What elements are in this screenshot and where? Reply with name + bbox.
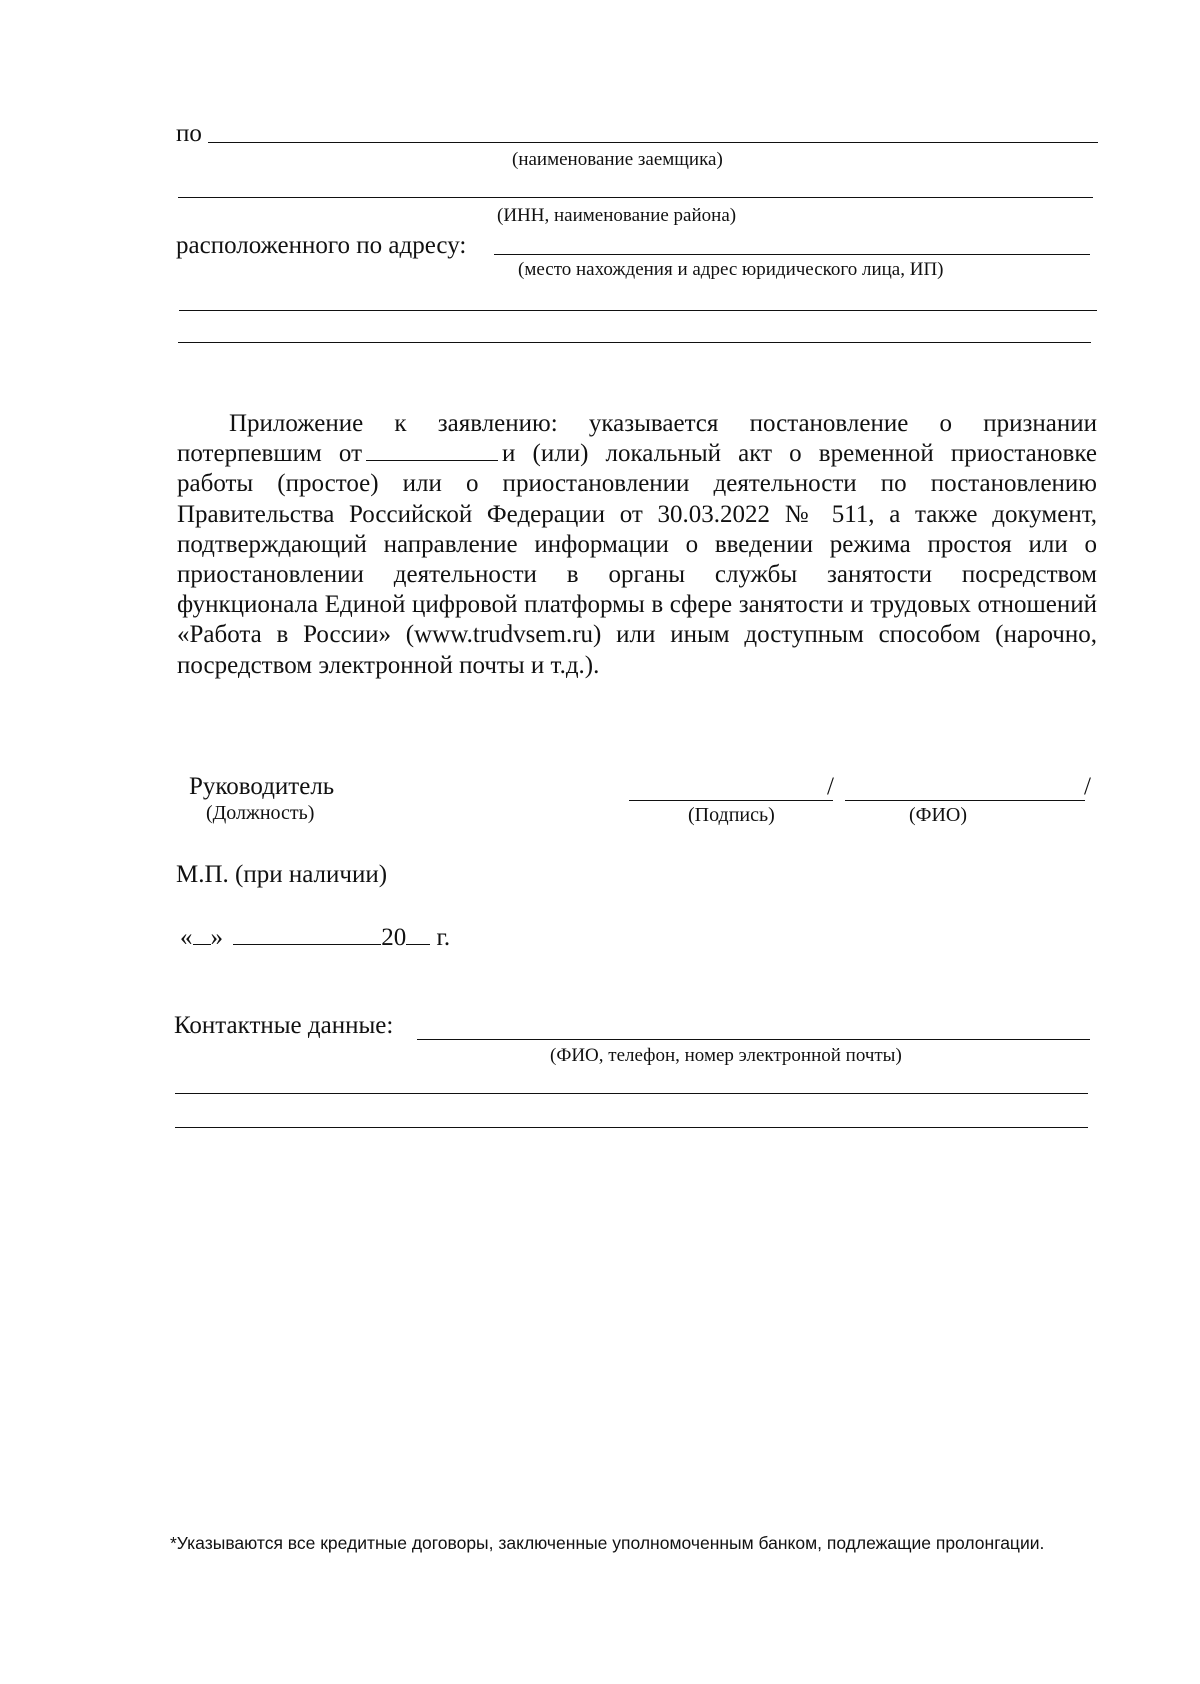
contacts-extra-line-2 xyxy=(175,1127,1088,1128)
contacts-extra-line-1 xyxy=(175,1093,1088,1094)
year-prefix: 20 xyxy=(381,924,407,951)
date-open-quote: « xyxy=(180,924,193,951)
year-suffix: г. xyxy=(436,924,451,951)
attachment-paragraph xyxy=(177,409,1097,681)
position-value: Руководитель xyxy=(189,773,335,800)
address-caption: (место нахождения и адрес юридического лица, ИП) xyxy=(518,259,944,280)
signature-slash-2: / xyxy=(1084,773,1091,800)
year-blank xyxy=(406,922,430,945)
attachment-text-part2: и (или) локальный акт о временной приостановке работы (простое) или о приостановлении деятельности по постановлению Правительства Российской Федерации от 30.03.2022 № 511, а также документ, подтверждающий направление информации о введении режима простоя или о приостановлении деятельности в органы службы занятости посредством функционала Единой цифровой платформы в сфере занятости и трудовых отношений «Работа в России» (www.trudvsem.ru) или иным доступным способом (нарочно, посредством электронной почты и т.д.). xyxy=(177,440,1097,679)
footnote: *Указываются все кредитные договоры, заключенные уполномоченным банком, подлежащие пролонгации. xyxy=(170,1533,1045,1553)
address-extra-line-2 xyxy=(178,342,1091,343)
borrower-name-line xyxy=(208,142,1098,143)
address-extra-line-1 xyxy=(179,310,1097,311)
full-name-caption: (ФИО) xyxy=(909,804,968,826)
contacts-label: Контактные данные: xyxy=(174,1012,394,1039)
month-blank xyxy=(233,922,381,945)
borrower-prefix: по xyxy=(176,120,202,147)
position-caption: (Должность) xyxy=(206,802,315,824)
date-line xyxy=(180,922,450,950)
date-close-quote: » xyxy=(210,924,223,951)
signature-caption: (Подпись) xyxy=(688,804,775,826)
borrower-name-caption: (наименование заемщика) xyxy=(512,149,723,170)
attachment-text-part1: Приложение к заявлению: указывается постановление о признании потерпевшим от xyxy=(177,410,1097,468)
borrower-inn-line xyxy=(178,197,1093,198)
seal-note: М.П. (при наличии) xyxy=(176,861,388,888)
contacts-caption: (ФИО, телефон, номер электронной почты) xyxy=(550,1045,902,1066)
signature-line xyxy=(629,800,833,801)
day-blank xyxy=(193,922,211,945)
address-label: расположенного по адресу: xyxy=(176,232,467,259)
victim-date-blank xyxy=(366,440,498,461)
address-line xyxy=(494,254,1090,255)
signature-slash-1: / xyxy=(827,773,834,800)
full-name-line xyxy=(845,800,1085,801)
borrower-inn-caption: (ИНН, наименование района) xyxy=(497,205,737,226)
contacts-line xyxy=(417,1039,1090,1040)
